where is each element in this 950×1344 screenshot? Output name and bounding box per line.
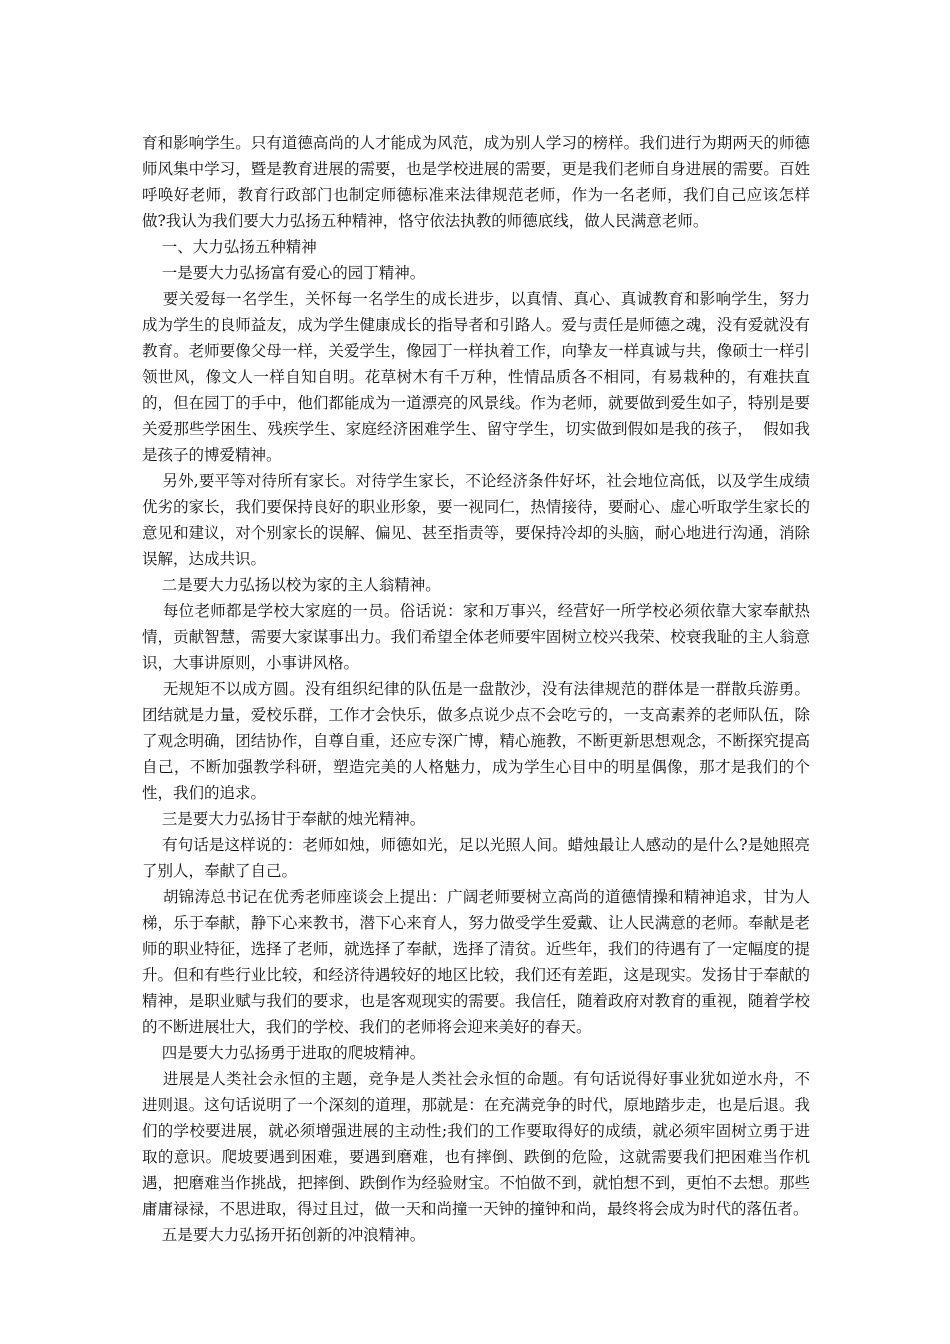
paragraph: 育和影响学生。只有道德高尚的人才能成为风范，成为别人学习的榜样。我们进行为期两天的师德师风集中学习，暨是教育进展的需要，也是学校进展的需要，更是我们老师自身进展的需要。百姓呼唤好老师，教育行政部门也制定师德标准来法律规范老师，作为一名老师，我们自己应该怎样做?我认为我们要大力弘扬五种精神，恪守依法执教的师德底线，做人民满意老师。 bbox=[142, 134, 810, 230]
subsection-heading: 一是要大力弘扬富有爱心的园丁精神。 bbox=[142, 264, 426, 282]
paragraph: 另外,要平等对待所有家长。对待学生家长，不论经济条件好坏，社会地位高低，以及学生成绩优劣的家长，我们要保持良好的职业形象，要一视同仁，热情接待，要耐心、虚心听取学生家长的意见和建议，对个别家长的误解、偏见、甚至指责等，要保持冷却的头脑，耐心地进行沟通，消除误解，达成共识。 bbox=[142, 472, 810, 568]
paragraph: 每位老师都是学校大家庭的一员。俗话说：家和万事兴，经营好一所学校必须依靠大家奉献热情，贡献智慧，需要大家谋事出力。我们希望全体老师要牢固树立校兴我荣、校衰我耻的主人翁意识，大事讲原则，小事讲风格。 bbox=[142, 602, 810, 672]
subsection-heading: 五是要大力弘扬开拓创新的冲浪精神。 bbox=[142, 1226, 426, 1244]
subsection-heading: 二是要大力弘扬以校为家的主人翁精神。 bbox=[142, 576, 441, 594]
paragraph: 进展是人类社会永恒的主题，竞争是人类社会永恒的命题。有句话说得好事业犹如逆水舟，不进则退。这句话说明了一个深刻的道理，那就是：在充满竞争的时代，原地踏步走，也是后退。我们的学校要进展，就必须增强进展的主动性;我们的工作要取得好的成绩，就必须牢固树立勇于进取的意识。爬坡要遇到困难，要遇到磨难，也有摔倒、跌倒的危险，这就需要我们把困难当作机遇，把磨难当作挑战，把摔倒、跌倒作为经验财宝。不怕做不到，就怕想不到，更怕不去想。那些庸庸禄禄，不思进取，得过且过，做一天和尚撞一天钟的撞钟和尚，最终将会成为时代的落伍者。 bbox=[142, 1070, 810, 1218]
subsection-heading: 四是要大力弘扬勇于进取的爬坡精神。 bbox=[142, 1044, 426, 1062]
document-body bbox=[142, 130, 810, 1248]
paragraph: 胡锦涛总书记在优秀老师座谈会上提出：广阔老师要树立高尚的道德情操和精神追求，甘为人梯，乐于奉献，静下心来教书，潜下心来育人，努力做受学生爱戴、让人民满意的老师。奉献是老师的职业特征，选择了老师，就选择了奉献，选择了清贫。近些年，我们的待遇有了一定幅度的提升。但和有些行业比较，和经济待遇较好的地区比较，我们还有差距，这是现实。发扬甘于奉献的精神，是职业赋与我们的要求，也是客观现实的需要。我信任，随着政府对教育的重视，随着学校的不断进展壮大，我们的学校、我们的老师将会迎来美好的春天。 bbox=[142, 888, 810, 1036]
paragraph: 要关爱每一名学生，关怀每一名学生的成长进步，以真情、真心、真诚教育和影响学生，努力成为学生的良师益友，成为学生健康成长的指导者和引路人。爱与责任是师德之魂，没有爱就没有教育。老师要像父母一样，关爱学生，像园丁一样执着工作，向挚友一样真诚与共，像硕士一样引领世风，像文人一样自知自明。花草树木有千万种，性情品质各不相同，有易栽种的，有难扶直的，但在园丁的手中，他们都能成为一道漂亮的风景线。作为老师，就要做到爱生如子，特别是要关爱那些学困生、残疾学生、家庭经济困难学生、留守学生，切实做到假如是我的孩子， 假如我是孩子的博爱精神。 bbox=[142, 290, 810, 464]
subsection-heading: 三是要大力弘扬甘于奉献的烛光精神。 bbox=[142, 810, 426, 828]
section-heading: 一、大力弘扬五种精神 bbox=[142, 238, 317, 256]
paragraph: 无规矩不以成方圆。没有组织纪律的队伍是一盘散沙，没有法律规范的群体是一群散兵游勇。团结就是力量，爱校乐群，工作才会快乐，做多点说少点不会吃亏的，一支高素养的老师队伍，除了观念明确，团结协作，自尊自重，还应专深广博，精心施教，不断更新思想观念，不断探究提高自己，不断加强教学科研，塑造完美的人格魅力，成为学生心目中的明星偶像，那才是我们的个性，我们的追求。 bbox=[142, 680, 810, 802]
paragraph: 有句话是这样说的：老师如烛，师德如光，足以光照人间。蜡烛最让人感动的是什么?是她照亮了别人，奉献了自己。 bbox=[142, 836, 810, 880]
